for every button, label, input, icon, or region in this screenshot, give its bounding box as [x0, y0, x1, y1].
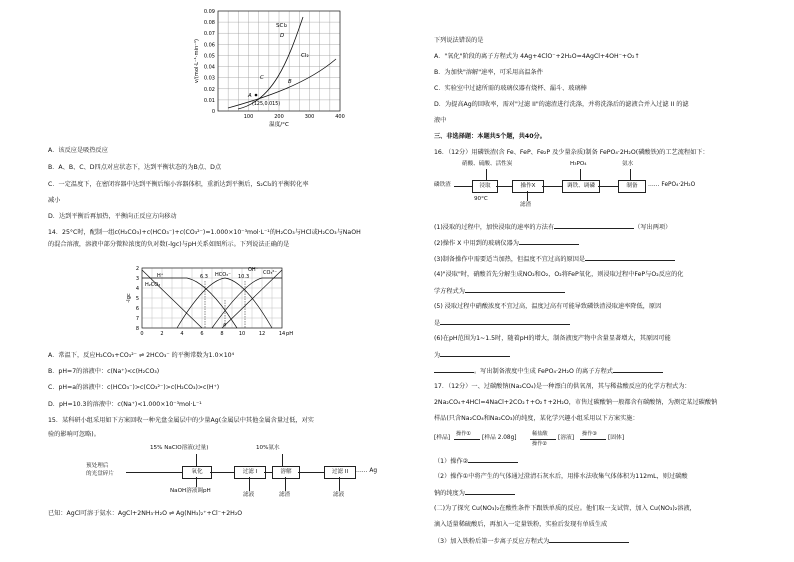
x-axis-label: pH: [286, 331, 294, 337]
q15-known-note: 已知：AgCl可溶于氨水：AgCl+2NH₃·H₂O ⇌ Ag(NH₃)₂⁺+Cl⁻+2H₂O: [48, 510, 243, 517]
y-tick-label: 5: [135, 296, 139, 302]
q16-part6-cont: 为: [434, 350, 510, 361]
q17-part2: （2）操作①中将产生的气体通过澄清石灰水后，用排水法收集气体体积为112mL，则过碳酸: [434, 473, 688, 480]
q16-part3: (3)制备操作中需要适当加热，但温度不宜过高的原因是: [434, 254, 675, 265]
y-axis-label: -lgc: [126, 293, 132, 303]
q16-part6: (6)在pH范围为1~1.5时，随着pH的增大，制备液度产物中含量显著增大，其原因可能: [434, 335, 671, 342]
x-axis-label: 温度/°C: [269, 122, 289, 128]
x-tick-label: 4: [180, 331, 184, 337]
flow15-filtrate-2: 滤液: [333, 492, 345, 498]
q15-option-c: C．实验室中过滤所需的玻璃仪器有烧杯、漏斗、玻璃棒: [434, 85, 587, 92]
scl2-label: SCl₂: [276, 23, 288, 29]
h2co3-label: H₂CO₃: [145, 282, 161, 288]
scheme-acid: 稀盐酸: [532, 431, 548, 437]
q15-stem-line1: 15．某科研小组采用如下方案回收一种光盘金属层中的少量Ag(金属层中其他金属含量过低，对实: [48, 417, 314, 424]
q17-stem-line1: 17．（12分）一、过碳酸钠(Na₂CO₄)是一种漂白的供氧剂，其与稀盐酸反应的化学方程式为：: [434, 383, 691, 390]
q14-option-d: D．pH=10.3的溶液中：c(Na⁺)<1.000×10⁻³mol·L⁻¹: [48, 401, 202, 408]
value-103-label: 10.3: [238, 274, 250, 280]
q17-part1: （1）操作②: [434, 456, 518, 467]
x-tick-label: 14: [278, 331, 286, 337]
flow16-temperature: 90°C: [474, 196, 488, 202]
q14-option-c: C．pH=a的溶液中：c(HCO₃⁻)>c(CO₃²⁻)>c(H₂CO₃)>c(H⁺): [48, 384, 220, 391]
flow15-reagent-ammonia: 10%氨水: [256, 445, 280, 451]
q15-option-a: A．"氧化"阶段的离子方程式为 4Ag+4ClO⁻+2H₂O=4AgCl+4OH⁻+O₂↑: [434, 53, 640, 60]
x-tick-label: 400: [335, 114, 345, 120]
flow15-end: …… Ag: [356, 468, 378, 474]
y-tick-label: 2: [135, 266, 139, 272]
hco3-label: HCO₃⁻: [215, 272, 231, 278]
flow15-naoh-label: NaOH溶液调pH: [170, 488, 211, 494]
q15-stem-line2: 验的影响可忽略)。: [48, 431, 100, 438]
q16-part4: (4)"浸取"时，硝酸首先分解生成NO₂和O₂，O₂将FeP氧化，则浸取过程中FeP与O₂反应的化: [434, 271, 684, 278]
co3-curve: [212, 278, 282, 328]
y-tick-label: 4: [135, 286, 139, 292]
y-tick-label: 0.07: [203, 31, 215, 38]
rate-temperature-graph: [48, 2, 348, 142]
q16-part5-cont: 是: [434, 318, 570, 329]
x-tick-label: 2: [160, 331, 164, 337]
q15-prompt: 下列说法错误的是: [434, 37, 484, 44]
flow15-filtrate-1: 滤液: [243, 492, 255, 498]
scheme-sample: [样品]: [434, 435, 451, 441]
flow16-start: 磷铁渣: [434, 182, 451, 188]
q16-part4-cont: 学方程式为: [434, 286, 565, 297]
hco3-curve: [177, 278, 272, 328]
q14-option-a: A．常温下，反应H₂CO₃+CO₃²⁻ ⇌ 2HCO₃⁻ 的平衡常数为1.0×10⁴: [48, 352, 235, 359]
flow15-filter1-box: 过滤 I: [234, 466, 266, 479]
flow15-start-line2: 的光盘碎片: [86, 471, 114, 477]
fepo4-process-flowchart: [434, 160, 742, 212]
lgc-ph-graph: [128, 256, 428, 352]
flow15-reagent-naclo: 15% NaClO溶液(过量): [150, 445, 209, 451]
q17-part3: （3）加入铁粉后第一步离子反应方程式为: [434, 536, 629, 547]
point-c-label: C: [260, 75, 264, 81]
x-tick-label: 8: [220, 331, 224, 337]
q17-part-two-intro: (二)为了探究 Cu(NO₃)₂在酸性条件下跟铁单质的反应。他们取一支试管，加入 Cu(NO₃)₂溶液，: [434, 505, 696, 512]
y-tick-label: 0.06: [203, 42, 215, 49]
x-tick-label: 200: [274, 114, 284, 120]
flow16-adjust-box: 调铁、调磷: [562, 180, 600, 193]
q17-part2-cont: 钠的纯度为: [434, 488, 515, 499]
flow15-oxidation-box: 氧化: [182, 466, 212, 479]
q16-part2: (2)操作 X 中用到的玻璃仪器为: [434, 238, 579, 249]
flow16-h3po4: H₃PO₄: [570, 161, 587, 167]
q15-option-d: D．为提高Ag的回收率，需对"过滤 II"的滤渣进行洗涤，并将洗涤后的滤液合并入过滤 II 的滤: [434, 101, 689, 108]
flow16-operation-x-box: 操作X: [512, 180, 544, 193]
q13-option-c-cont: 减小: [48, 197, 61, 204]
x-tick-label: 6: [200, 331, 204, 337]
y-tick-label: 0.01: [203, 97, 215, 104]
flow15-residue: 滤渣: [279, 492, 291, 498]
flow16-prepare-box: 制备: [618, 180, 646, 193]
scheme-solid: [固体]: [608, 435, 625, 441]
x-tick-label: 100: [243, 114, 254, 120]
x-tick-label: 10: [238, 331, 246, 337]
intersection-label: (125,0.015): [252, 102, 281, 107]
flow16-end: …… FePO₄·2H₂O: [648, 182, 696, 188]
q17-stem-line2: 2Na₂CO₄+4HCl=4NaCl+2CO₂↑+O₂↑+2H₂O，市售过碳酸钠一般都含有碳酸钠，为测定某过碳酸钠: [434, 399, 718, 406]
oh-label: OH⁻: [248, 267, 259, 273]
scheme-sample-mass: [样品 2.08g]: [482, 435, 517, 441]
q13-option-a: A．该反应是吸热反应: [48, 147, 108, 154]
y-tick-label: 0.05: [203, 53, 215, 60]
q13-option-b: B．A、B、C、D四点对应状态下，达到平衡状态的为B点、D点: [48, 164, 222, 171]
section-heading: 三、非选择题：本题共5个题，共40分。: [434, 133, 546, 140]
scheme-solution: [溶液]: [558, 435, 575, 441]
y-tick-label: 7: [135, 316, 139, 322]
q15-option-b: B．为加快"溶解"速率，可采用高温条件: [434, 69, 543, 76]
intersection-point: [255, 94, 258, 97]
q16-part6-eq: 。写出制备液度中生成 FePO₄·2H₂O 的离子方程式: [434, 366, 663, 377]
flow16-leach-box: 浸取: [472, 180, 498, 193]
q16-stem: 16．（12分）用磷铁渣(含 Fe、FeP、Fe₂P 及少量杂质)制备 FePO₄·2H₂O(磷酸铁)的工艺流程如下：: [434, 149, 709, 156]
q16-part5: (5) 浸取过程中硝酸浓度不宜过高，温度过高有可能导致磷铁渣浸取速率降低，原因: [434, 303, 662, 310]
flow16-residue: 滤渣: [520, 202, 532, 208]
q13-option-c: C．一定温度下，在密闭容器中达到平衡后缩小容器体积，重新达到平衡后，S₂Cl₂的平衡转化率: [48, 181, 309, 188]
q17-scheme: [434, 430, 734, 450]
h-plus-label: H⁺: [157, 273, 164, 279]
y-tick-label: 0.03: [203, 75, 215, 82]
scheme-op1: 操作①: [456, 431, 472, 437]
flow16-ammonia: 氨水: [622, 161, 634, 167]
x-tick-label: 0: [140, 331, 144, 337]
flow15-start-line1: 预处理后: [86, 463, 109, 469]
q13-option-d: D．达到平衡后再加热，平衡向正反应方向移动: [48, 213, 177, 220]
point-d-label: D: [280, 33, 285, 39]
flow15-dissolve-box: 溶解: [272, 466, 300, 479]
co3-label: CO₃²⁻: [263, 270, 278, 276]
y-tick-label: 3: [135, 276, 139, 282]
y-tick-label: 8: [135, 326, 139, 332]
cl2-label: Cl₂: [301, 53, 309, 59]
q14-stem-line2: 的混合溶液，溶液中部分微粒浓度的负对数(-lgc)与pH关系如图所示。下列说法正确的是: [48, 241, 290, 248]
y-tick-label: 0.02: [203, 86, 215, 93]
y-tick-label: 6: [135, 306, 139, 312]
x-tick-label: 300: [304, 114, 315, 120]
point-a-label: A: [248, 93, 252, 99]
value-63-label: 6.3: [200, 274, 208, 280]
value-a-label: a: [223, 322, 227, 328]
q14-stem-line1: 14．25°C时，配制一组c(H₂CO₃)+c(HCO₃⁻)+c(CO₃²⁻)=1.000×10⁻³mol·L⁻¹的H₂CO₃与HCl或H₂CO₃与NaOH: [48, 229, 361, 236]
y-tick-label: 0.09: [203, 9, 215, 15]
x-tick-label: 12: [258, 331, 266, 337]
flow16-reagents: 硝酸、硫酸、活性炭: [462, 161, 513, 167]
point-b-label: B: [288, 79, 292, 85]
flow15-filter2-box: 过滤 II: [324, 466, 356, 479]
y-tick-label: 0.08: [203, 20, 215, 27]
q15-option-d-cont: 液中: [434, 117, 447, 124]
q16-part1: (1)浸取的过程中，加快浸取的速率的方法有 （写出两项）: [434, 224, 672, 231]
y-axis-label: v/(mol·L⁻¹·min⁻¹): [194, 38, 200, 84]
q17-stem-line3: 样品(只含Na₂CO₄和Na₂CO₃)的纯度，某化学兴趣小组采用以下方案实施：: [434, 415, 639, 422]
scheme-op3: 操作③: [582, 431, 598, 437]
q17-part-two-intro-cont: 滴入适量稀硫酸后，再加入一定量铁粉，实验后发现有单质生成: [434, 521, 608, 528]
y-tick-label: 0: [211, 109, 215, 115]
q14-option-b: B．pH=7的溶液中：c(Na⁺)<c(H₂CO₃): [48, 368, 160, 375]
scheme-op2: 操作②: [532, 441, 548, 447]
y-tick-label: 0.04: [203, 64, 215, 71]
